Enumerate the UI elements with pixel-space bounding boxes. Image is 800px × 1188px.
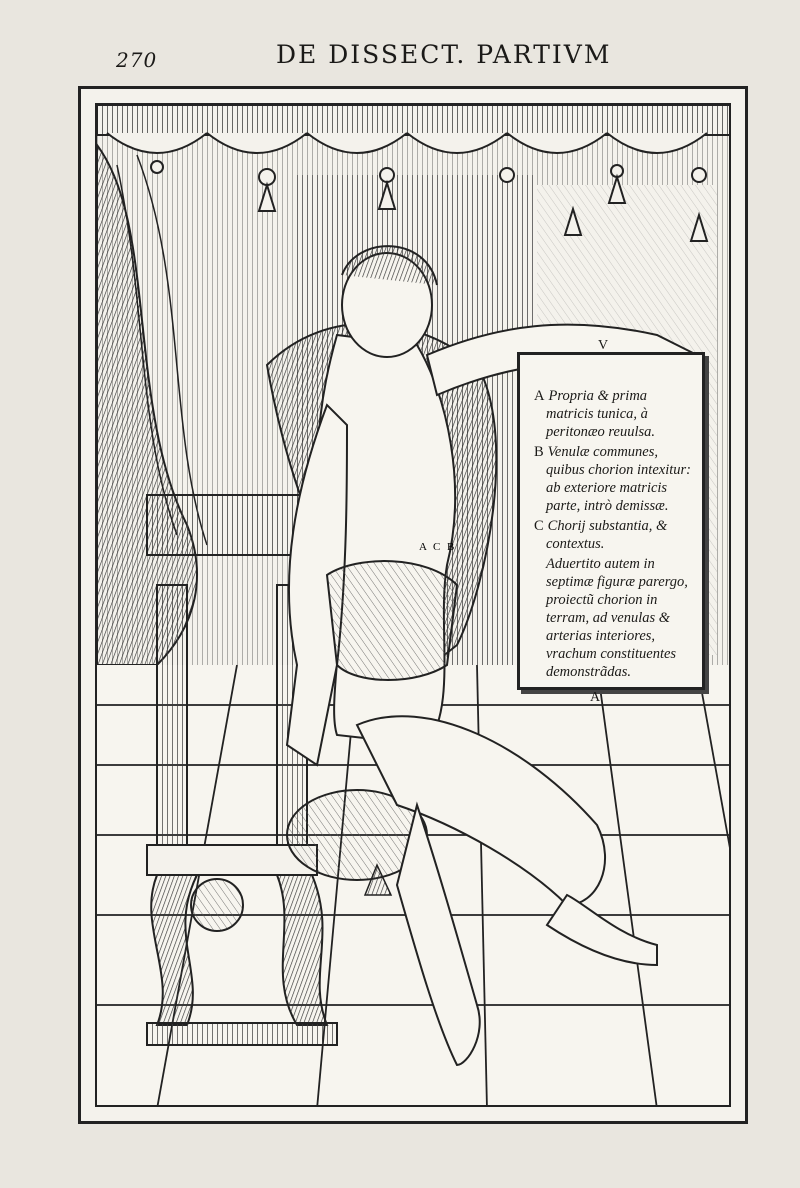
legend-text: Venulæ communes, quibus chorion intexitur: ab exteriore matricis parte, intrò demissæ. [546,444,691,514]
callout-c: C [433,541,441,553]
running-head: DE DISSECT. PARTIVM [276,40,612,69]
legend-entry-c [534,517,692,553]
board-bottom-letter: A [590,690,601,705]
legend-board [517,338,705,705]
callout-b: B [447,541,455,553]
page-number: 270 [116,48,158,72]
legend-letter: C [534,518,544,534]
legend-text: Propria & prima matricis tunica, à peritonæo reuulsa. [546,388,656,440]
legend-entry-b [534,443,692,515]
board-top-letter: V [598,338,609,353]
callout-a: A [419,541,427,553]
legend-letter: B [534,444,544,460]
legend-entry-a [534,387,692,441]
legend-letter: A [534,388,545,404]
legend-note: Aduertito autem in septimæ figuræ parergo, proiectũ chorion in terram, ad venulas & arterias interiores, vrachum constituentes demonstrãdas. [546,556,688,680]
legend-text: Chorij substantia, & contextus. [546,518,668,552]
